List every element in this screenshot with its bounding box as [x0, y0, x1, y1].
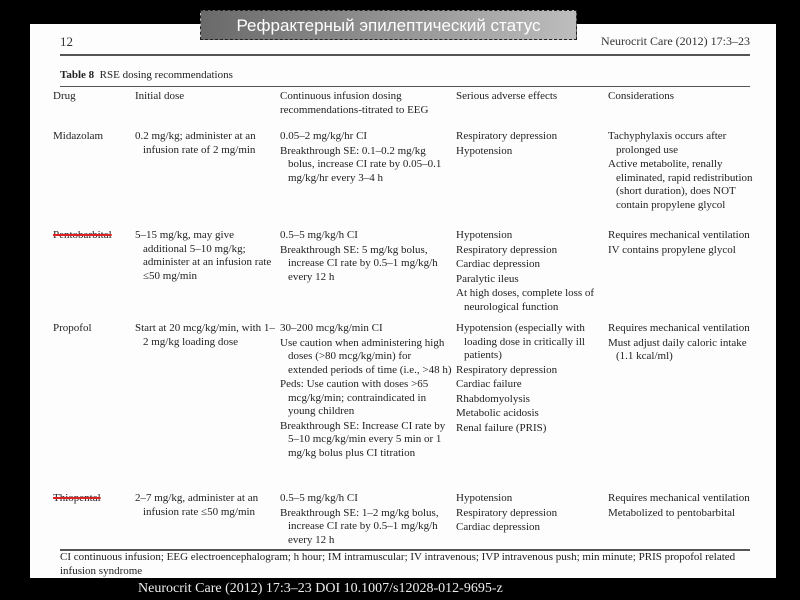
table-title: RSE dosing recommendations [99, 69, 233, 81]
initial-dose [135, 322, 275, 350]
drug-name: Propofol [53, 322, 92, 334]
adverse-effects [456, 229, 604, 315]
initial-dose-line: 0.2 mg/kg; administer at an infusion rate of 2 mg/min [135, 130, 256, 156]
considerations-line: Tachyphylaxis occurs after prolonged use [608, 130, 727, 156]
document-page [30, 24, 776, 578]
adverse-effects-line: Hypotension (especially with loading dose in critically ill patients) [456, 322, 585, 361]
considerations [608, 322, 753, 365]
drug-name: Pentobarbital [53, 229, 112, 241]
drug-name: Thiopental [53, 492, 101, 504]
continuous-infusion [280, 130, 452, 186]
considerations-line: IV contains propylene glycol [608, 243, 736, 256]
divider [60, 54, 750, 56]
considerations [608, 492, 753, 521]
adverse-effects [456, 130, 604, 159]
considerations-line: Requires mechanical ventilation [608, 229, 750, 241]
column-header: Drug [53, 90, 76, 102]
adverse-effects-line: Cardiac depression [456, 521, 540, 533]
continuous-infusion-line: Breakthrough SE: 0.1–0.2 mg/kg bolus, increase CI rate by 0.05–0.1 mg/kg/hr every 3–4 h [280, 144, 442, 184]
continuous-infusion-line: 0.05–2 mg/kg/hr CI [280, 130, 368, 142]
considerations-line: Metabolized to pentobarbital [608, 506, 736, 519]
continuous-infusion-line: Use caution when administering high doses (>80 mcg/kg/min) for extended periods of time (i.e., >48 h) [280, 336, 452, 376]
continuous-infusion-line: 30–200 mcg/kg/min CI [280, 322, 383, 334]
initial-dose [135, 130, 275, 158]
considerations [608, 229, 753, 258]
adverse-effects-line: Renal failure (PRIS) [456, 421, 547, 434]
continuous-infusion [280, 322, 452, 461]
considerations-line: Requires mechanical ventilation [608, 322, 750, 334]
adverse-effects-line: Rhabdomyolysis [456, 392, 530, 405]
adverse-effects-line: Paralytic ileus [456, 272, 519, 285]
footnote: CI continuous infusion; EEG electroencephalogram; h hour; IM intramuscular; IV intravenous; IVP intravenous push; min minute; PRIS propofol related infusion syndrome [60, 551, 736, 577]
adverse-effects-line: Respiratory depression [456, 363, 558, 376]
considerations [608, 130, 753, 213]
adverse-effects-line: Cardiac failure [456, 378, 522, 390]
initial-dose [135, 492, 275, 520]
column-header: Serious adverse effects [456, 90, 558, 102]
continuous-infusion-line: Breakthrough SE: 1–2 mg/kg bolus, increase CI rate by 0.5–1 mg/kg/h every 12 h [280, 506, 439, 546]
considerations-line: Requires mechanical ventilation [608, 492, 750, 504]
adverse-effects-line: Cardiac depression [456, 258, 540, 270]
considerations-line: Active metabolite, renally eliminated, rapid redistribution (short duration), does NOT contain propylene glycol [608, 158, 753, 211]
adverse-effects-line: Respiratory depression [456, 506, 558, 519]
slide-title: Рефрактерный эпилептический статус [200, 10, 577, 40]
table-label: Table 8 [60, 69, 95, 81]
continuous-infusion-line: 0.5–5 mg/kg/h CI [280, 492, 358, 504]
initial-dose-line: Start at 20 mcg/kg/min, with 1–2 mg/kg loading dose [135, 322, 275, 348]
adverse-effects-line: Respiratory depression [456, 130, 558, 142]
adverse-effects-line: Hypotension [456, 492, 513, 504]
continuous-infusion [280, 492, 452, 548]
adverse-effects-line: Hypotension [456, 144, 513, 157]
column-header: Initial dose [135, 90, 185, 102]
adverse-effects [456, 322, 604, 436]
initial-dose [135, 229, 275, 284]
adverse-effects-line: Respiratory depression [456, 243, 558, 256]
continuous-infusion-line: Peds: Use caution with doses >65 mcg/kg/min; contraindicated in young children [280, 378, 429, 417]
column-header: Considerations [608, 90, 674, 102]
adverse-effects-line: At high doses, complete loss of neurological function [456, 287, 595, 313]
adverse-effects [456, 492, 604, 536]
citation: Neurocrit Care (2012) 17:3–23 DOI 10.1007/s12028-012-9695-z [138, 581, 503, 596]
divider [60, 86, 750, 87]
considerations-line: Must adjust daily caloric intake (1.1 kcal/ml) [608, 336, 747, 362]
continuous-infusion-line: Breakthrough SE: 5 mg/kg bolus, increase CI rate by 0.5–1 mg/kg/h every 12 h [280, 243, 438, 283]
initial-dose-line: 5–15 mg/kg, may give additional 5–10 mg/kg; administer at an infusion rate ≤50 mg/min [135, 229, 272, 282]
page-number: 12 [60, 34, 73, 49]
continuous-infusion-line: 0.5–5 mg/kg/h CI [280, 229, 358, 241]
adverse-effects-line: Metabolic acidosis [456, 407, 539, 419]
drug-name: Midazolam [53, 130, 104, 142]
continuous-infusion-line: Breakthrough SE: Increase CI rate by 5–10 mcg/kg/min every 5 min or 1 mg/kg bolus plus CI titration [280, 419, 446, 459]
initial-dose-line: 2–7 mg/kg, administer at an infusion rate ≤50 mg/min [135, 492, 259, 518]
continuous-infusion [280, 229, 452, 285]
column-header: Continuous infusion dosing recommendations-titrated to EEG [280, 90, 429, 116]
journal-header: Neurocrit Care (2012) 17:3–23 [601, 34, 750, 48]
table-caption [60, 69, 233, 81]
adverse-effects-line: Hypotension [456, 229, 513, 241]
